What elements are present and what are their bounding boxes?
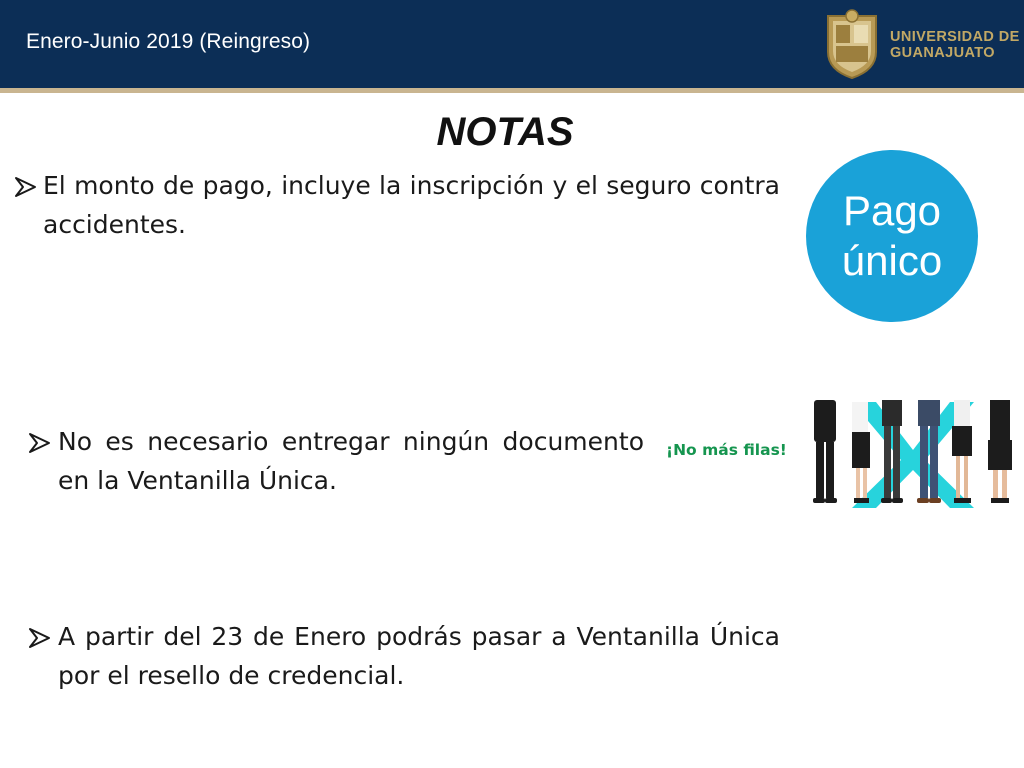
note-text: El monto de pago, incluye la inscripción y el seguro contra accidentes.	[43, 171, 780, 239]
arrow-bullet-icon	[14, 176, 38, 198]
university-name-line2: GUANAJUATO	[890, 45, 995, 61]
arrow-bullet-icon	[28, 432, 52, 454]
note-item	[28, 617, 780, 695]
university-name	[890, 29, 1020, 61]
university-name-line1: UNIVERSIDAD DE	[890, 29, 1020, 45]
arrow-bullet-icon	[28, 627, 52, 649]
header-divider	[0, 88, 1024, 93]
badge-line1: Pago	[842, 187, 942, 234]
crossed-queue-icon	[806, 398, 1020, 512]
note-item	[14, 166, 780, 244]
slide-title: NOTAS	[436, 110, 574, 154]
note-text: A partir del 23 de Enero podrás pasar a Ventanilla Única por el resello de credencial.	[58, 622, 780, 690]
no-mas-filas-caption: ¡No más filas!	[666, 441, 787, 459]
pago-unico-badge	[806, 150, 978, 322]
university-crest-icon	[822, 8, 882, 80]
header-bar	[0, 0, 1024, 88]
note-text: No es necesario entregar ningún documento en la Ventanilla Única.	[58, 427, 644, 495]
note-item	[28, 422, 644, 500]
badge-line2: único	[841, 237, 943, 284]
header-title: Enero-Junio 2019 (Reingreso)	[26, 30, 311, 53]
